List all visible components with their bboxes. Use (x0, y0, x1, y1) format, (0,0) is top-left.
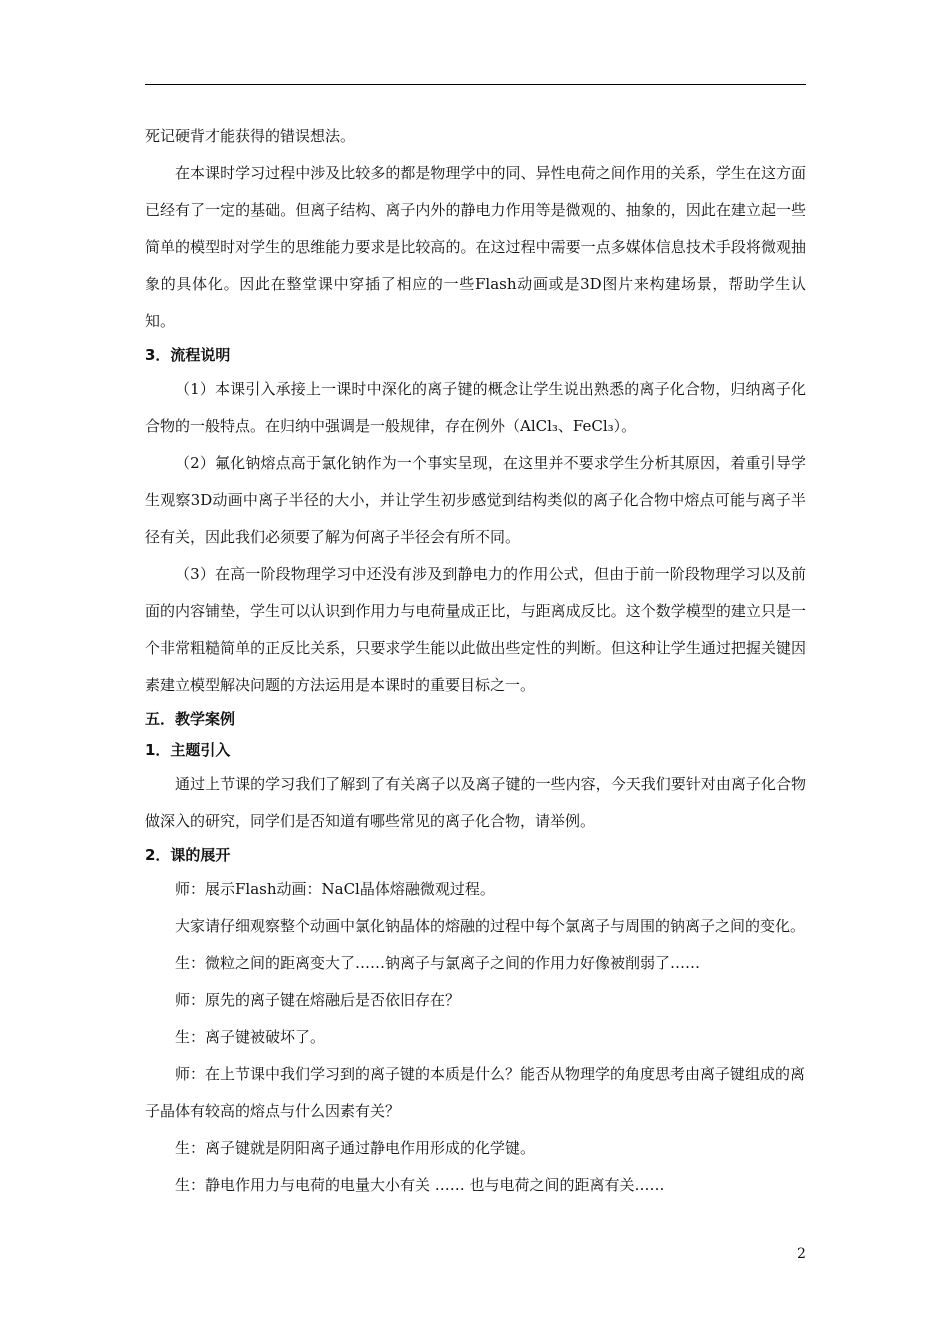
paragraph-continued: 死记硬背才能获得的错误想法。 (145, 127, 356, 145)
section-heading-case: 五．教学案例 (145, 710, 236, 728)
subsection-heading-intro: 1．主题引入 (145, 741, 231, 759)
dialog-line: 生：静电作用力与电荷的电量大小有关 …… 也与电荷之间的距离有关…… (175, 1176, 665, 1194)
flow-item-2: （2）氟化钠熔点高于氯化钠作为一个事实呈现，在这里并不要求学生分析其原因，着重引导学生观察3D动画中离子半径的大小，并让学生初步感觉到结构类似的离子化合物中熔点可能与离子半径有关，因此我们必须要了解为何离子半径会有所不同。 (145, 454, 806, 546)
flow-item-1: （1）本课引入承接上一课时中深化的离子键的概念让学生说出熟悉的离子化合物，归纳离子化合物的一般特点。在归纳中强调是一般规律，存在例外（AlCl₃、FeCl₃）。 (145, 380, 806, 435)
page-number: 2 (797, 1246, 806, 1262)
flow-item-3: （3）在高一阶段物理学习中还没有涉及到静电力的作用公式，但由于前一阶段物理学习以及前面的内容铺垫，学生可以认识到作用力与电荷量成正比，与距离成反比。这个数学模型的建立只是一个非常粗糙简单的正反比关系，只要求学生能以此做出些定性的判断。但这种让学生通过把握关键因素建立模型解决问题的方法运用是本课时的重要目标之一。 (145, 565, 806, 694)
subsection-heading-development: 2．课的展开 (145, 846, 231, 864)
dialog-line: 生：离子键被破坏了。 (175, 1028, 326, 1046)
dialog-line: 师：原先的离子键在熔融后是否依旧存在？ (175, 991, 461, 1009)
dialog-line: 生：离子键就是阴阳离子通过静电作用形成的化学键。 (175, 1139, 536, 1157)
page-content (145, 118, 806, 1204)
section-heading-flow: 3．流程说明 (145, 346, 231, 364)
dialog-line: 生：微粒之间的距离变大了……钠离子与氯离子之间的作用力好像被削弱了…… (175, 954, 701, 972)
dialog-line: 大家请仔细观察整个动画中氯化钠晶体的熔融的过程中每个氯离子与周围的钠离子之间的变化。 (175, 917, 806, 935)
intro-paragraph: 通过上节课的学习我们了解到了有关离子以及离子键的一些内容，今天我们要针对由离子化合物做深入的研究，同学们是否知道有哪些常见的离子化合物，请举例。 (145, 775, 806, 830)
paragraph-background: 在本课时学习过程中涉及比较多的都是物理学中的同、异性电荷之间作用的关系，学生在这方面已经有了一定的基础。但离子结构、离子内外的静电力作用等是微观的、抽象的，因此在建立起一些简单的模型时对学生的思维能力要求是比较高的。在这过程中需要一点多媒体信息技术手段将微观抽象的具体化。因此在整堂课中穿插了相应的一些Flash动画或是3D图片来构建场景，帮助学生认知。 (145, 164, 806, 330)
dialog-line: 师：在上节课中我们学习到的离子键的本质是什么？能否从物理学的角度思考由离子键组成的离子晶体有较高的熔点与什么因素有关？ (145, 1065, 806, 1120)
dialog-line: 师：展示Flash动画：NaCl晶体熔融微观过程。 (175, 880, 495, 898)
header-rule (145, 84, 806, 85)
